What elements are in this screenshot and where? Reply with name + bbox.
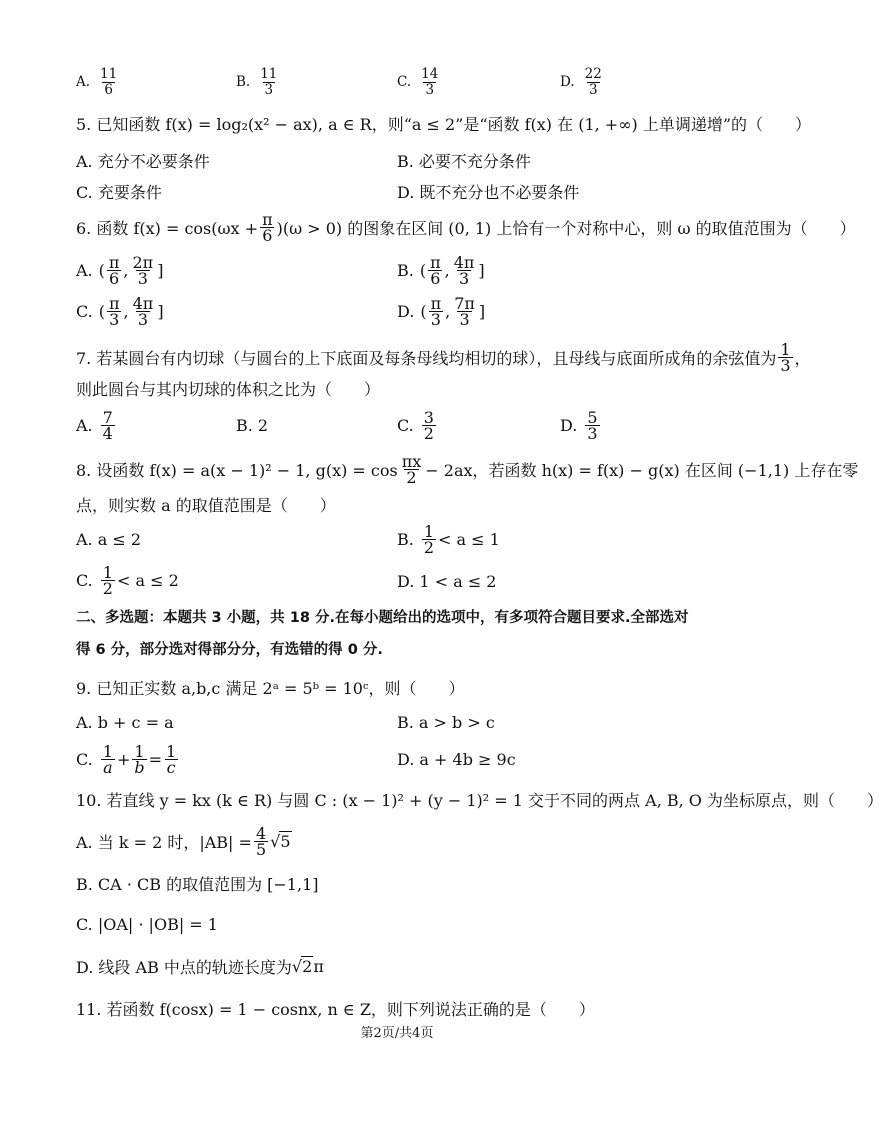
q9-option-c: C. $\frac{1}{a}$ + $\frac{1}{b}$ = $\frac{1}{c}$ — [76, 741, 177, 777]
fraction: $\frac{22}{3}$ — [584, 65, 602, 98]
q4-option-c: C. $\frac{14}{3}$ — [397, 65, 439, 98]
q5-option-a: A. 充分不必要条件 — [76, 151, 210, 171]
q5-option-b: B. 必要不充分条件 — [397, 151, 531, 171]
q4-option-a: A. $\frac{11}{6}$ — [76, 65, 118, 98]
q7-option-c: C. $\frac{3}{2}$ — [397, 407, 434, 443]
fraction: $\frac{11}{6}$ — [100, 65, 118, 98]
q8-option-b: B. $\frac{1}{2}$ < a ≤ 1 — [397, 521, 500, 557]
q10-option-a: A. 当 k = 2 时，|AB| = $\frac{4}{5}$ √ 5 — [76, 823, 291, 859]
fraction: $\frac{\pi}{6}$ — [262, 209, 273, 245]
q6-option-a: A. ( $\frac{\pi}{6}$ , $\frac{2\pi}{3}$ ] — [76, 252, 164, 288]
q7-option-b: B. 2 — [236, 415, 269, 435]
q10-option-c: C. |OA| · |OB| = 1 — [76, 914, 218, 934]
fraction: $\frac{1}{3}$ — [780, 339, 791, 375]
q6-option-c: C. ( $\frac{\pi}{3}$ , $\frac{4\pi}{3}$ ] — [76, 293, 164, 329]
section-heading-line1: 二、多选题：本题共 3 小题，共 18 分.在每小题给出的选项中，有多项符合题目要求.全部选对 — [76, 610, 689, 626]
q7-stem-line1: 7. 若某圆台有内切球（与圆台的上下底面及每条母线均相切的球），且母线与底面所成角的余弦值为 $\frac{1}{3}$ ， — [76, 339, 811, 375]
q10-option-d: D. 线段 AB 中点的轨迹长度为 √ 2 π — [76, 956, 324, 977]
q10-option-b: B. CA · CB 的取值范围为 [−1,1] — [76, 874, 319, 894]
fraction: $\frac{\pi x}{2}$ — [401, 451, 422, 487]
q4-option-b: B. $\frac{11}{3}$ — [236, 65, 278, 98]
q9-option-b: B. a > b > c — [397, 712, 495, 732]
q5-option-d: D. 既不充分也不必要条件 — [397, 182, 580, 202]
fraction: $\frac{11}{3}$ — [260, 65, 278, 98]
q6-stem: 6. 函数 f(x) = cos(ωx + $\frac{\pi}{6}$ )(ω > 0) 的图象在区间 (0, 1) 上恰有一个对称中心，则 ω 的取值范围为（ ） — [76, 209, 856, 245]
q4-option-d: D. $\frac{22}{3}$ — [560, 65, 602, 98]
q9-option-a: A. b + c = a — [76, 712, 174, 732]
q5-option-c: C. 充要条件 — [76, 182, 162, 202]
q5-stem: 5. 已知函数 f(x) = log₂(x² − ax), a ∈ R，则“a ≤ 2”是“函数 f(x) 在 (1, +∞) 上单调递增”的（ ） — [76, 114, 812, 134]
page-footer: 第2页/共4页 — [360, 1026, 434, 1041]
q4-options — [0, 62, 794, 102]
sqrt-sign: √ — [270, 831, 281, 851]
q8-stem-line1: 8. 设函数 f(x) = a(x − 1)² − 1, g(x) = cos $\frac{\pi x}{2}$ − 2ax，若函数 h(x) = f(x) − g(x) 在区间 (−1,1) 上存在零 — [76, 451, 859, 487]
q11-stem: 11. 若函数 f(cosx) = 1 − cosnx, n ∈ Z，则下列说法正确的是（ ） — [76, 999, 595, 1019]
q6-option-b: B. ( $\frac{\pi}{6}$ , $\frac{4\pi}{3}$ ] — [397, 252, 485, 288]
q9-option-d: D. a + 4b ≥ 9c — [397, 749, 516, 769]
q8-option-d: D. 1 < a ≤ 2 — [397, 571, 497, 591]
q9-stem: 9. 已知正实数 a,b,c 满足 2ᵃ = 5ᵇ = 10ᶜ，则（ ） — [76, 678, 465, 698]
q7-stem-line2: 则此圆台与其内切球的体积之比为（ ） — [76, 379, 381, 399]
q8-stem-line2: 点，则实数 a 的取值范围是（ ） — [76, 495, 336, 515]
sqrt-sign: √ — [291, 956, 303, 976]
section-heading-line2: 得 6 分，部分选对得部分分，有选错的得 0 分. — [76, 642, 383, 658]
q8-option-c: C. $\frac{1}{2}$ < a ≤ 2 — [76, 562, 179, 598]
fraction: $\frac{14}{3}$ — [421, 65, 439, 98]
q6-option-d: D. ( $\frac{\pi}{3}$ , $\frac{7\pi}{3}$ ] — [397, 293, 486, 329]
q7-option-d: D. $\frac{5}{3}$ — [560, 407, 598, 443]
q7-option-a: A. $\frac{7}{4}$ — [76, 407, 113, 443]
q10-stem: 10. 若直线 y = kx (k ∈ R) 与圆 C : (x − 1)² + (y − 1)² = 1 交于不同的两点 A, B, O 为坐标原点，则（ ） — [76, 790, 883, 810]
q8-option-a: A. a ≤ 2 — [76, 529, 142, 549]
